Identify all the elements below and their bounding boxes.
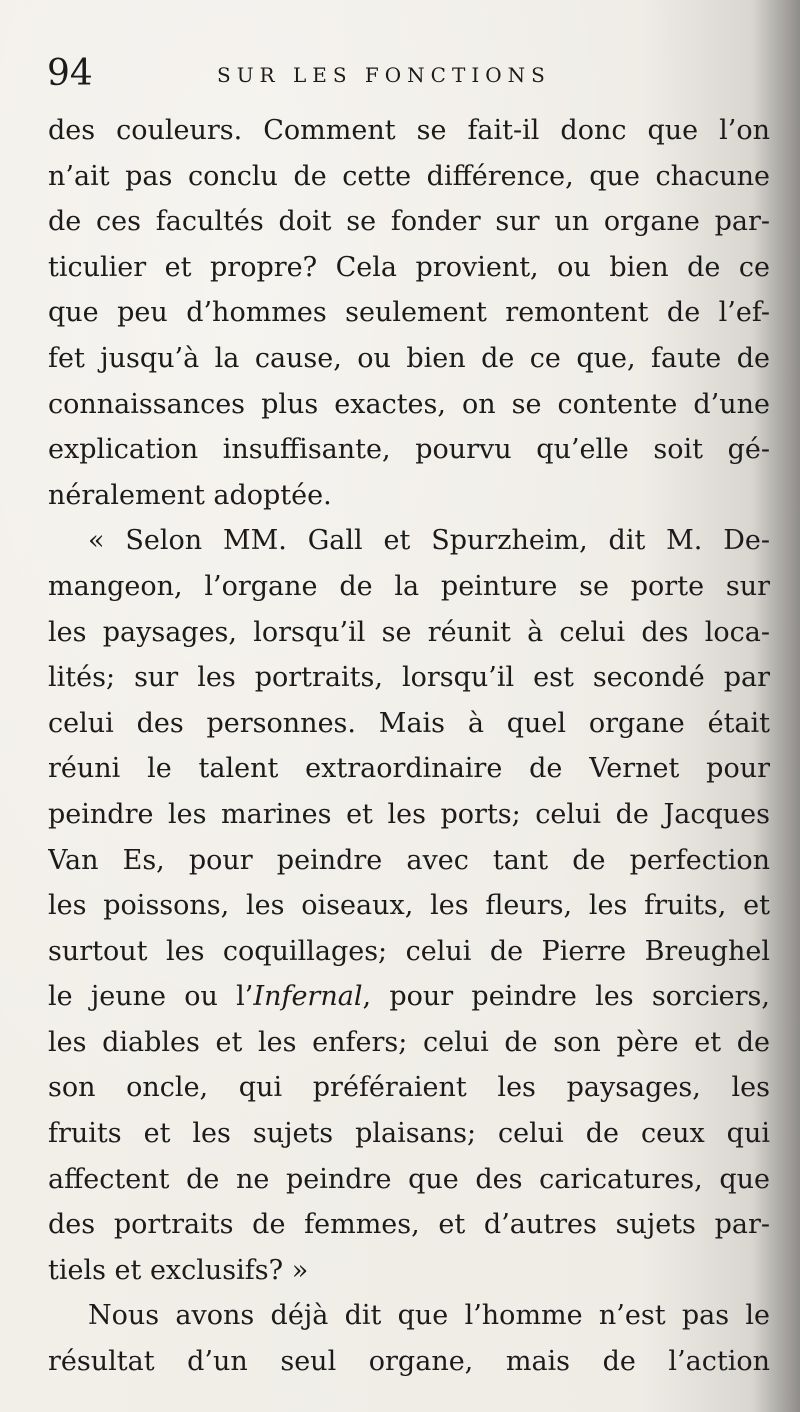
text-line: fruits et les sujets plaisans; celui de ceux qui: [48, 1118, 770, 1150]
text-line: les poissons, les oiseaux, les fleurs, les fruits, et: [48, 890, 770, 922]
text-line: les paysages, lorsqu’il se réunit à celui des loca-: [48, 616, 770, 648]
text-line: surtout les coquillages; celui de Pierre Breughel: [48, 935, 770, 967]
text-line: de ces facultés doit se fonder sur un organe par-: [48, 206, 770, 238]
text-line-segment: , pour peindre les sorciers,: [362, 981, 770, 1013]
italic-word: Infernal: [253, 981, 363, 1013]
text-line: [48, 974, 770, 1020]
text-line: n’ait pas conclu de cette différence, que chacune: [48, 160, 770, 192]
text-line: son oncle, qui préféraient les paysages, les: [48, 1072, 770, 1104]
page-header: [47, 50, 767, 100]
text-line: des couleurs. Comment se fait-il donc que l’on: [48, 115, 770, 146]
text-line: fet jusqu’à la cause, ou bien de ce que, faute de: [48, 342, 770, 374]
text-line: celui des personnes. Mais à quel organe était: [48, 707, 770, 739]
text-line: peindre les marines et les ports; celui de Jacques: [48, 798, 770, 830]
text-line: tiels et exclusifs? »: [48, 1254, 309, 1286]
text-line: des portraits de femmes, et d’autres sujets par-: [48, 1209, 770, 1241]
text-line: connaissances plus exactes, on se contente d’une: [48, 388, 770, 420]
text-line: néralement adoptée.: [48, 479, 332, 511]
text-line: affectent de ne peindre que des caricatures, que: [48, 1163, 770, 1195]
page-number: 94: [47, 53, 93, 94]
text-line: « Selon MM. Gall et Spurzheim, dit M. De-: [88, 525, 770, 557]
text-line: résultat d’un seul organe, mais de l’action: [48, 1346, 770, 1378]
running-head: SUR LES FONCTIONS: [217, 63, 551, 87]
text-line: explication insuffisante, pourvu qu’elle soit gé-: [48, 434, 770, 466]
text-line: mangeon, l’organe de la peinture se porte sur: [48, 570, 770, 602]
text-line: les diables et les enfers; celui de son père et de: [48, 1026, 770, 1058]
body-text: [48, 108, 770, 1385]
text-line: Nous avons déjà dit que l’homme n’est pas le: [88, 1300, 770, 1332]
text-line: lités; sur les portraits, lorsqu’il est secondé par: [48, 662, 770, 694]
text-line: Van Es, pour peindre avec tant de perfection: [48, 844, 770, 876]
text-line: ticulier et propre? Cela provient, ou bien de ce: [48, 251, 770, 283]
text-line: réuni le talent extraordinaire de Vernet pour: [48, 753, 770, 785]
text-line: que peu d’hommes seulement remontent de l’ef-: [48, 297, 770, 329]
text-line-segment: le jeune ou l’: [48, 981, 254, 1013]
